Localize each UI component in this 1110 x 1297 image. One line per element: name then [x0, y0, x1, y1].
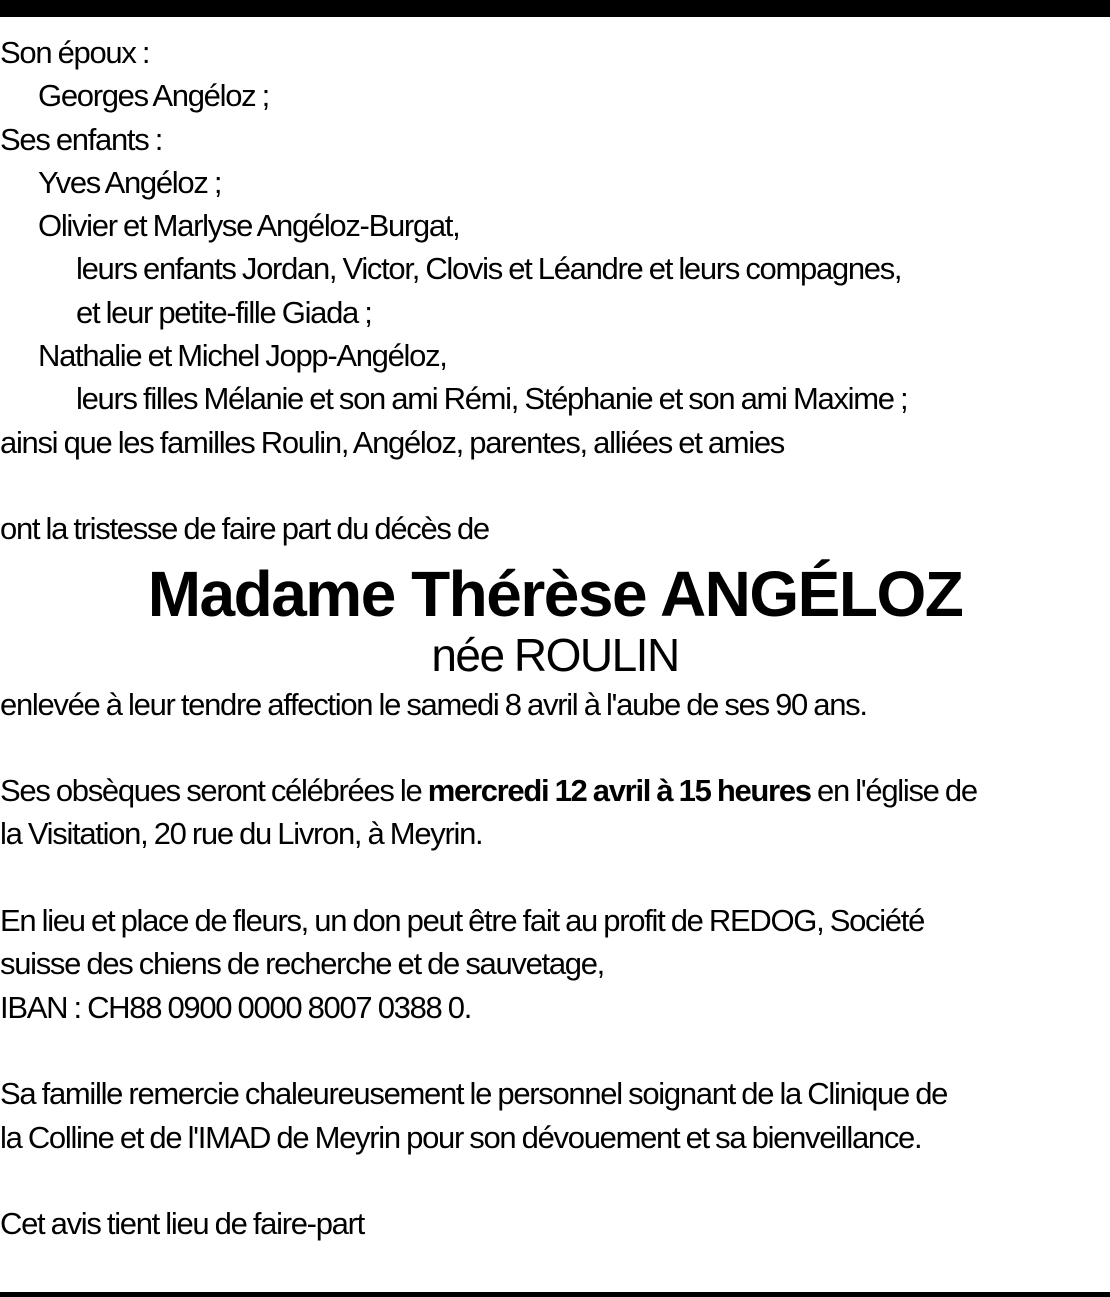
funeral-line-2: la Visitation, 20 rue du Livron, à Meyrin. [0, 816, 483, 852]
child-nathalie-michel: Nathalie et Michel Jopp-Angéloz, [38, 338, 447, 374]
spacer [0, 726, 1110, 769]
donation-line-2: suisse des chiens de recherche et de sauvetage, [0, 946, 604, 982]
spacer [0, 464, 1110, 507]
spacer [0, 1159, 1110, 1202]
passing-statement: enlevée à leur tendre affection le samedi 8 avril à l'aube de ses 90 ans. [0, 686, 867, 722]
donation-line-1: En lieu et place de fleurs, un don peut être fait au profit de REDOG, Société [0, 903, 925, 939]
announcement-intro: ont la tristesse de faire part du décès de [0, 511, 489, 547]
donation-iban: IBAN : CH88 0900 0000 8007 0388 0. [0, 989, 472, 1025]
bottom-rule [0, 1292, 1110, 1297]
grandchildren-olivier: leurs enfants Jordan, Victor, Clovis et Léandre et leurs compagnes, [76, 251, 902, 287]
funeral-text-pre: Ses obsèques seront célébrées le [0, 773, 428, 809]
children-heading: Ses enfants : [0, 121, 163, 157]
top-rule [0, 0, 1110, 17]
child-yves: Yves Angéloz ; [38, 164, 222, 200]
grandchildren-nathalie: leurs filles Mélanie et son ami Rémi, Stéphanie et son ami Maxime ; [76, 381, 908, 417]
closing-note: Cet avis tient lieu de faire-part [0, 1206, 364, 1242]
funeral-text-post: en l'église de [810, 773, 977, 809]
spouse-heading: Son époux : [0, 35, 150, 70]
spacer [0, 856, 1110, 899]
funeral-line-1 [0, 769, 1110, 812]
child-olivier-marlyse: Olivier et Marlyse Angéloz-Burgat, [38, 208, 460, 244]
thanks-line-2: la Colline et de l'IMAD de Meyrin pour son dévouement et sa bienveillance. [0, 1119, 922, 1155]
extended-families: ainsi que les familles Roulin, Angéloz, parentes, alliées et amies [0, 424, 785, 460]
spacer [0, 1029, 1110, 1072]
spouse-name: Georges Angéloz ; [38, 78, 269, 114]
deceased-name: Madame Thérèse ANGÉLOZ [147, 557, 963, 630]
thanks-line-1: Sa famille remercie chaleureusement le personnel soignant de la Clinique de [0, 1076, 948, 1112]
obituary-notice [0, 31, 1110, 1245]
great-grandchild-giada: et leur petite-fille Giada ; [76, 294, 372, 330]
maiden-name: née ROULIN [431, 628, 679, 681]
funeral-date-time: mercredi 12 avril à 15 heures [427, 773, 811, 809]
